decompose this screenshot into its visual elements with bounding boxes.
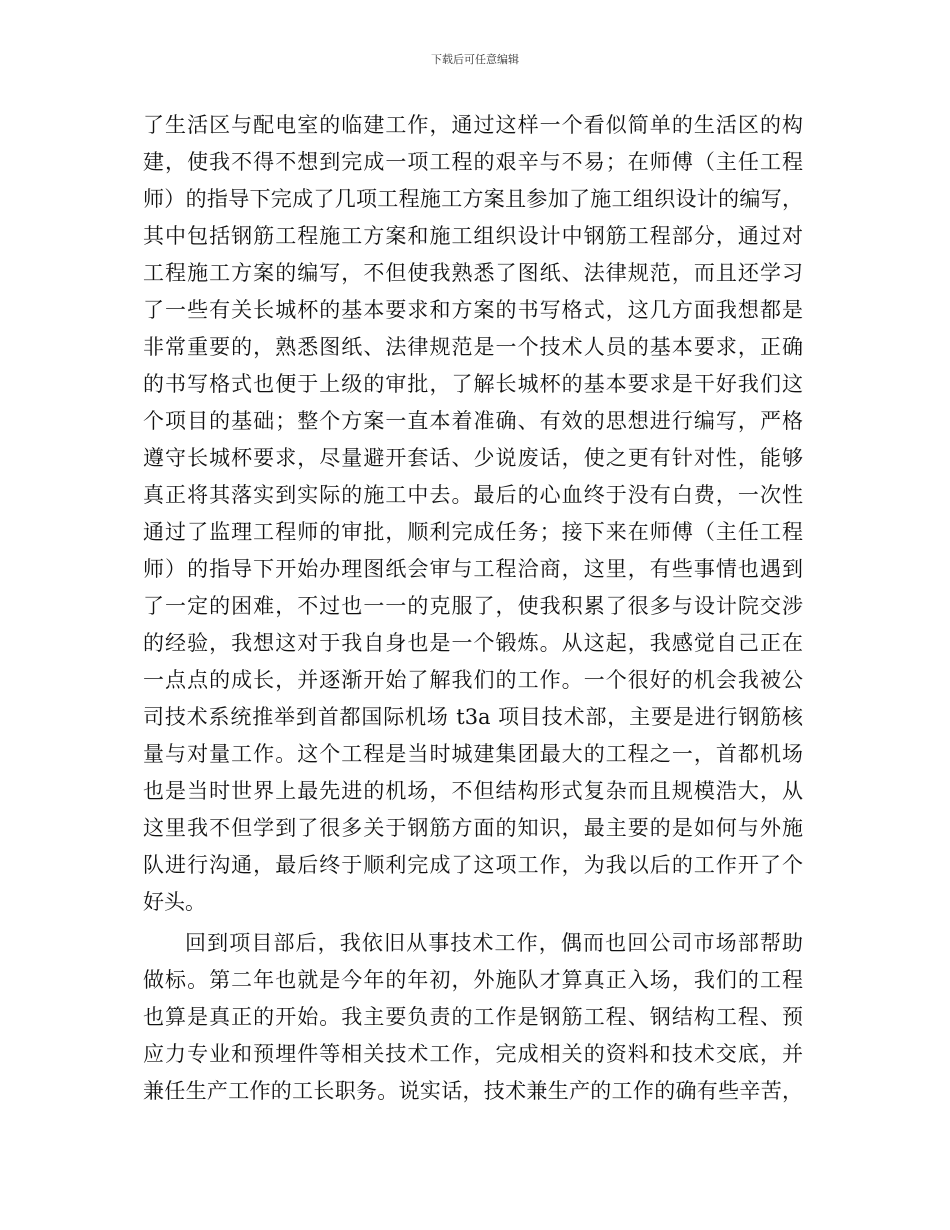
text-line: 队进行沟通，最后终于顺利完成了这项工作，为我以后的工作开了个 [143, 853, 803, 877]
text-line: 好头。 [143, 890, 206, 914]
text-line: 回到项目部后，我依旧从事技术工作，偶而也回公司市场部帮助 [185, 931, 803, 955]
text-line: 工程施工方案的编写，不但使我熟悉了图纸、法律规范，而且还学习 [143, 261, 803, 285]
text-line: 非常重要的，熟悉图纸、法律规范是一个技术人员的基本要求，正确 [143, 335, 803, 359]
text-line: 兼任生产工作的工长职务。说实话，技术兼生产的工作的确有些辛苦， [143, 1079, 803, 1103]
text-line: 遵守长城杯要求，尽量避开套话、少说废话，使之更有针对性，能够 [143, 446, 803, 470]
text-line: 也算是真正的开始。我主要负责的工作是钢筋工程、钢结构工程、预 [143, 1005, 803, 1029]
text-line: 一点点的成长，并逐渐开始了解我们的工作。一个很好的机会我被公 [143, 668, 803, 692]
text-line: 应力专业和预埋件等相关技术工作，完成相关的资料和技术交底，并 [143, 1042, 803, 1066]
text-line: 司技术系统推举到首都国际机场 t3a 项目技术部，主要是进行钢筋核 [143, 705, 803, 729]
page-header: 下载后可任意编辑 [431, 53, 519, 66]
text-line: 了一些有关长城杯的基本要求和方案的书写格式，这几方面我想都是 [143, 298, 803, 322]
text-line: 做标。第二年也就是今年的年初，外施队才算真正入场，我们的工程 [143, 968, 803, 992]
text-line: 通过了监理工程师的审批，顺利完成任务；接下来在师傅（主任工程 [143, 520, 803, 544]
text-line: 的书写格式也便于上级的审批，了解长城杯的基本要求是干好我们这 [143, 372, 803, 396]
text-line: 量与对量工作。这个工程是当时城建集团最大的工程之一，首都机场 [143, 742, 803, 766]
text-line: 了生活区与配电室的临建工作，通过这样一个看似简单的生活区的构 [143, 113, 803, 137]
text-line: 建，使我不得不想到完成一项工程的艰辛与不易；在师傅（主任工程 [143, 150, 803, 174]
text-line: 个项目的基础；整个方案一直本着准确、有效的思想进行编写，严格 [143, 409, 803, 433]
text-line: 这里我不但学到了很多关于钢筋方面的知识，最主要的是如何与外施 [143, 816, 803, 840]
text-line: 真正将其落实到实际的施工中去。最后的心血终于没有白费，一次性 [143, 483, 803, 507]
text-line: 也是当时世界上最先进的机场，不但结构形式复杂而且规模浩大，从 [143, 779, 803, 803]
text-line: 师）的指导下完成了几项工程施工方案且参加了施工组织设计的编写， [143, 187, 803, 211]
text-line: 其中包括钢筋工程施工方案和施工组织设计中钢筋工程部分，通过对 [143, 224, 803, 248]
text-line: 的经验，我想这对于我自身也是一个锻炼。从这起，我感觉自己正在 [143, 631, 803, 655]
text-line: 了一定的困难，不过也一一的克服了，使我积累了很多与设计院交涉 [143, 594, 803, 618]
text-line: 师）的指导下开始办理图纸会审与工程洽商，这里，有些事情也遇到 [143, 557, 803, 581]
